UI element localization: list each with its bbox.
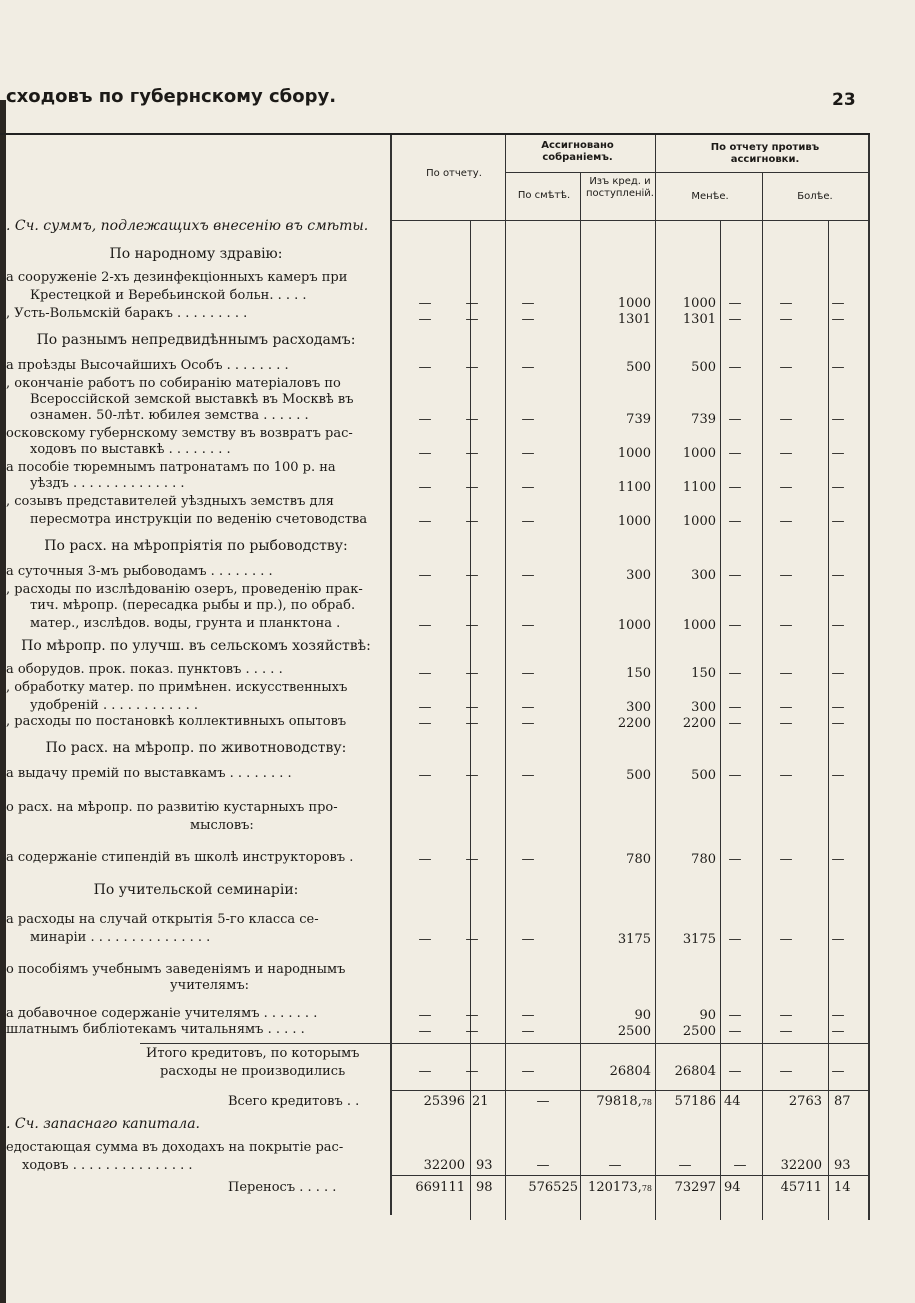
cell-dash: — [831,446,845,461]
group-heading: о расх. на мѣропр. по развитію кустарныхъ про- [6,800,338,815]
cell-dash: — [831,932,845,947]
section-title: . Сч. запаснаго капитала. [6,1116,201,1132]
cell-dash: — [831,568,845,583]
cell-kred-value: 120173, [588,1180,642,1195]
col-header-po-otch-prot: По отчету противъ ассигновки. [710,142,820,165]
cell-dash: — [465,716,479,731]
grid-hline [390,220,868,221]
cell-dash: — [728,1024,742,1039]
cell-dash: — [728,716,742,731]
group-heading: По учительской семинаріи: [93,882,299,898]
cell-dash: — [418,1024,432,1039]
cell-dash: — [728,568,742,583]
cell-dash: — [521,480,535,495]
cell-otch: 57186 [674,1094,716,1109]
row-label: а расходы на случай открытія 5-го класса се- [6,912,319,927]
group-heading: По мѣропр. по улучш. въ сельскомъ хозяйствѣ: [21,638,371,654]
cell-otch: 150 [691,666,716,681]
cell-otch: 300 [691,700,716,715]
cell-kred: 780 [626,852,651,867]
cell-dash: — [418,618,432,633]
cell-dash: — [779,360,793,375]
row-label: а добавочное содержаніе учителямъ . . . . . . . [6,1006,318,1021]
cell-dash: — [418,700,432,715]
cell-dash: — [779,716,793,731]
cell-otch: 1301 [682,312,716,327]
cell-otch-kop: 44 [724,1094,741,1109]
cell-kred: 500 [626,360,651,375]
cell-dash: — [733,1158,747,1173]
row-label: а суточныя 3-мъ рыбоводамъ . . . . . . . . [6,564,273,579]
cell-dash: — [521,1024,535,1039]
cell-dash: — [418,932,432,947]
cell-kred: 3175 [617,932,651,947]
cell-dash: — [728,312,742,327]
cell-dash: — [465,768,479,783]
row-label: , созывъ представителей уѣздныхъ земствъ для [6,494,334,509]
row-label: ходовъ по выставкѣ . . . . . . . . [30,442,231,457]
cell-kred: 1000 [617,514,651,529]
cell-dash: — [728,514,742,529]
cell-kred: 1000 [617,618,651,633]
row-label: пересмотра инструкціи по веденію счетоводства [30,512,368,527]
cell-otch: 2500 [682,1024,716,1039]
cell-dash: — [418,768,432,783]
cell-kred: 1000 [617,446,651,461]
cell-dash: — [521,412,535,427]
cell-otchetu: 25396 [423,1094,465,1109]
row-label: матер., изслѣдов. воды, грунта и планктона . [30,616,341,631]
zapas-label: ходовъ . . . . . . . . . . . . . . . [22,1158,193,1173]
cell-dash: — [465,700,479,715]
cell-dash: — [779,852,793,867]
cell-dash: — [521,1008,535,1023]
grid-hline [390,1175,868,1176]
cell-dash: — [521,1064,535,1079]
cell-dash: — [831,1064,845,1079]
cell-dash: — [831,768,845,783]
row-label: , окончаніе работъ по собиранію матеріаловъ по [6,376,341,391]
cell-dash: — [465,568,479,583]
cell-otch: 1100 [682,480,716,495]
col-header-po-smete: По смѣтѣ. [517,190,571,201]
grid-vline [655,135,656,1220]
cell-dash: — [779,768,793,783]
cell-dash: — [465,618,479,633]
cell-dash: — [465,1008,479,1023]
row-label: , расходы по постановкѣ коллективныхъ опытовъ [6,714,347,729]
cell-otch: 1000 [682,514,716,529]
cell-dash: — [779,296,793,311]
cell-otchetu-kop: 21 [472,1094,489,1109]
cell-dash: — [418,480,432,495]
group-heading: По народному здравію: [109,246,283,262]
cell-kred: 1301 [617,312,651,327]
cell-dash: — [831,296,845,311]
grid-vline [868,135,870,1220]
cell-dash: — [831,412,845,427]
cell-kred: 1100 [617,480,651,495]
cell-kred-kop: 78 [641,1098,652,1107]
cell-smeta: 576525 [528,1180,578,1195]
group-heading: По расх. на мѣропр. по животноводству: [45,740,347,756]
cell-kred: 300 [626,568,651,583]
cell-bolee-kop: 93 [834,1158,851,1173]
cell-dash: — [521,312,535,327]
cell-kred: 300 [626,700,651,715]
cell-dash: — [418,1064,432,1079]
cell-dash: — [418,312,432,327]
running-head: сходовъ по губернскому сбору. [6,86,337,107]
cell-kred: 739 [626,412,651,427]
cell-dash: — [418,568,432,583]
itogo-label: расходы не производились [160,1064,346,1079]
row-label: а выдачу премій по выставкамъ . . . . . . . . [6,766,292,781]
perenos-label: Переносъ . . . . . [228,1180,337,1195]
cell-dash: — [465,296,479,311]
cell-bolee: 32200 [780,1158,822,1173]
row-label: а сооруженіе 2-хъ дезинфекціонныхъ камеръ при [6,270,348,285]
cell-dash: — [418,296,432,311]
cell-bolee-kop: 14 [834,1180,851,1195]
row-label: а содержаніе стипендій въ школѣ инструкторовъ . [6,850,354,865]
cell-kred-kop: 78 [641,1184,652,1193]
cell-dash: — [831,480,845,495]
cell-dash: — [728,700,742,715]
cell-dash: — [831,666,845,681]
zapas-label: едостающая сумма въ доходахъ на покрытіе рас- [6,1140,344,1155]
cell-bolee: 45711 [780,1180,822,1195]
cell-dash: — [418,852,432,867]
group-heading: По расх. на мѣропріятія по рыбоводству: [44,538,348,554]
cell-dash: — [831,514,845,529]
cell-otch: 739 [691,412,716,427]
cell-bolee-kop: 87 [834,1094,851,1109]
cell-dash: — [779,412,793,427]
row-label: , обработку матер. по примѣнен. искусственныхъ [6,680,348,695]
cell-kred: 500 [626,768,651,783]
row-label: ознамен. 50-лѣт. юбилея земства . . . . . . [30,408,309,423]
cell-dash: — [779,932,793,947]
cell-dash: — [779,700,793,715]
grid-hline [140,1043,868,1044]
itogo-label: Итого кредитовъ, по которымъ [146,1046,360,1061]
cell-dash: — [465,1064,479,1079]
col-header-bolee: Болѣе. [797,191,833,202]
cell-dash: — [465,1024,479,1039]
cell-dash: — [536,1158,550,1173]
cell-dash: — [678,1158,692,1173]
cell-otch: 300 [691,568,716,583]
cell-dash: — [608,1158,622,1173]
cell-kred: 150 [626,666,651,681]
group-heading: мысловъ: [190,818,254,833]
cell-dash: — [418,360,432,375]
cell-dash: — [465,360,479,375]
cell-kred-value: 79818, [596,1094,642,1109]
cell-dash: — [418,716,432,731]
cell-otchetu: 669111 [415,1180,465,1195]
grid-hline [390,1090,868,1091]
cell-dash: — [521,768,535,783]
row-label: шлатнымъ библіотекамъ читальнямъ . . . . . [6,1022,305,1037]
cell-dash: — [521,852,535,867]
cell-otch: 780 [691,852,716,867]
cell-dash: — [779,1064,793,1079]
cell-otch: 1000 [682,618,716,633]
row-label: минаріи . . . . . . . . . . . . . . . [30,930,211,945]
col-header-po-otchetu: По отчету. [426,168,482,179]
cell-otch: 3175 [682,932,716,947]
cell-dash: — [521,360,535,375]
cell-dash: — [831,1008,845,1023]
row-label: а пособіе тюремнымъ патронатамъ по 100 р. на [6,460,336,475]
cell-kred: 2500 [617,1024,651,1039]
cell-otch: 500 [691,360,716,375]
cell-otch: 2200 [682,716,716,731]
cell-dash: — [521,700,535,715]
cell-otch: 500 [691,768,716,783]
cell-otchetu-kop: 93 [476,1158,493,1173]
cell-dash: — [779,1024,793,1039]
group-heading: учителямъ: [170,978,250,993]
row-label: уѣздъ . . . . . . . . . . . . . . [30,476,185,491]
cell-dash: — [418,666,432,681]
cell-otch: 73297 [674,1180,716,1195]
cell-dash: — [728,360,742,375]
cell-otch: 26804 [674,1064,716,1079]
cell-dash: — [779,514,793,529]
cell-dash: — [779,1008,793,1023]
grid-vline [580,172,581,1220]
row-label: Всероссійской земской выставкѣ въ Москвѣ въ [30,392,354,407]
cell-dash: — [831,360,845,375]
cell-kred [580,1180,652,1197]
cell-dash: — [521,716,535,731]
cell-dash: — [728,1064,742,1079]
cell-dash: — [465,412,479,427]
cell-dash: — [521,618,535,633]
cell-dash: — [728,446,742,461]
cell-dash: — [418,1008,432,1023]
cell-dash: — [728,768,742,783]
cell-dash: — [728,932,742,947]
cell-dash: — [521,932,535,947]
cell-dash: — [728,618,742,633]
cell-dash: — [831,852,845,867]
cell-otchetu-kop: 98 [476,1180,493,1195]
row-label: а проѣзды Высочайшихъ Особъ . . . . . . . . [6,358,289,373]
table-top-rule [0,133,870,135]
cell-dash: — [418,446,432,461]
cell-dash: — [779,312,793,327]
col-header-menee: Менѣе. [691,191,729,202]
cell-dash: — [831,618,845,633]
cell-dash: — [465,666,479,681]
section-title: . Сч. суммъ, подлежащихъ внесенію въ смѣты. [6,218,369,234]
cell-dash: — [521,568,535,583]
cell-dash: — [728,666,742,681]
cell-dash: — [728,480,742,495]
grid-vline [762,172,763,1220]
cell-otch: 90 [699,1008,716,1023]
cell-dash: — [536,1094,550,1109]
cell-dash: — [779,446,793,461]
cell-bolee: 2763 [788,1094,822,1109]
row-label: Крестецкой и Веребьинской больн. . . . . [30,288,307,303]
cell-otch: 1000 [682,296,716,311]
cell-dash: — [465,852,479,867]
cell-kred: 2200 [617,716,651,731]
cell-dash: — [728,412,742,427]
cell-otchetu: 32200 [423,1158,465,1173]
cell-kred: 1000 [617,296,651,311]
cell-dash: — [779,568,793,583]
grid-vline [505,135,506,1220]
cell-kred: 26804 [609,1064,651,1079]
row-label: тич. мѣропр. (пересадка рыбы и пр.), по обраб. [30,598,356,613]
cell-dash: — [521,514,535,529]
row-label: осковскому губернскому земству въ возвратъ рас- [6,426,353,441]
row-label: удобреній . . . . . . . . . . . . [30,698,198,713]
cell-dash: — [465,312,479,327]
cell-dash: — [779,666,793,681]
cell-dash: — [728,852,742,867]
cell-dash: — [779,480,793,495]
grid-vline [390,135,392,1215]
cell-dash: — [465,480,479,495]
cell-kred: 90 [634,1008,651,1023]
cell-dash: — [418,514,432,529]
cell-kred [580,1094,652,1111]
group-heading: о пособіямъ учебнымъ заведеніямъ и народнымъ [6,962,346,977]
cell-dash: — [521,446,535,461]
cell-dash: — [779,618,793,633]
col-header-iz-kred: Изъ кред. и поступленій. [586,176,654,199]
cell-dash: — [465,514,479,529]
cell-dash: — [728,296,742,311]
cell-dash: — [831,700,845,715]
row-label: а оборудов. прок. показ. пунктовъ . . . . . [6,662,283,677]
cell-dash: — [465,446,479,461]
cell-dash: — [831,1024,845,1039]
cell-dash: — [521,296,535,311]
row-label: , Усть-Вольмскій баракъ . . . . . . . . . [6,306,248,321]
group-heading: По разнымъ непредвидѣннымъ расходамъ: [36,332,356,348]
cell-otch-kop: 94 [724,1180,741,1195]
vsego-label: Всего кредитовъ . . [228,1094,360,1109]
cell-dash: — [418,412,432,427]
page-number: 23 [832,90,856,110]
grid-hline [505,172,868,173]
cell-dash: — [728,1008,742,1023]
cell-dash: — [831,312,845,327]
cell-dash: — [521,666,535,681]
cell-otch: 1000 [682,446,716,461]
row-label: , расходы по изслѣдованію озеръ, проведенію прак- [6,582,363,597]
cell-dash: — [831,716,845,731]
col-header-assign: Ассигновано собраніемъ. [541,140,614,163]
cell-dash: — [465,932,479,947]
